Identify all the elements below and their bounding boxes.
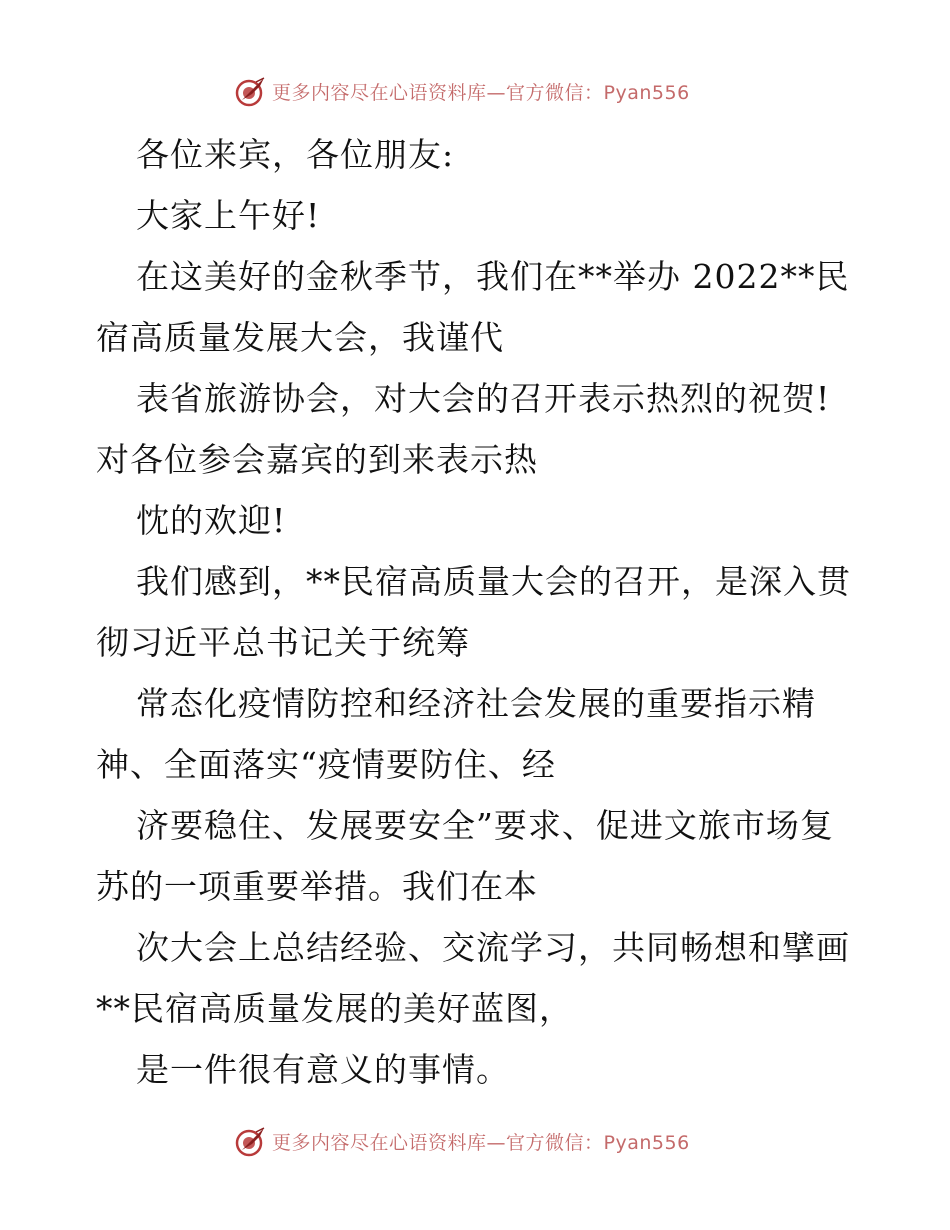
text-line: 济要稳住、发展要安全”要求、促进文旅市场复 — [136, 806, 834, 845]
text-line: 是一件很有意义的事情。 — [136, 1050, 510, 1089]
text-line: 大家上午好! — [136, 196, 321, 235]
text-line: 彻习近平总书记关于统筹 — [96, 623, 470, 662]
text-line: 在这美好的金秋季节，我们在**举办 2022**民 — [136, 257, 850, 296]
quill-logo-icon — [234, 74, 268, 108]
document-body — [96, 124, 856, 1100]
text-line: 神、全面落实“疫情要防住、经 — [96, 745, 556, 784]
text-line: 常态化疫情防控和经济社会发展的重要指示精 — [136, 684, 816, 723]
text-line: 对各位参会嘉宾的到来表示热 — [96, 440, 538, 479]
text-line: 我们感到，**民宿高质量大会的召开，是深入贯 — [136, 562, 851, 601]
watermark-text: 更多内容尽在心语资料库—官方微信：Pyan556 — [272, 81, 690, 104]
watermark-header — [234, 74, 690, 108]
watermark-footer — [234, 1124, 690, 1158]
watermark-text: 更多内容尽在心语资料库—官方微信：Pyan556 — [272, 1131, 690, 1154]
text-line: 各位来宾，各位朋友: — [136, 135, 455, 174]
text-line: **民宿高质量发展的美好蓝图， — [96, 989, 573, 1028]
text-line: 表省旅游协会，对大会的召开表示热烈的祝贺! — [136, 379, 831, 418]
text-line: 次大会上总结经验、交流学习，共同畅想和擘画 — [136, 928, 850, 967]
quill-logo-icon — [234, 1124, 268, 1158]
text-line: 忱的欢迎! — [136, 501, 287, 540]
text-line: 苏的一项重要举措。我们在本 — [96, 867, 538, 906]
text-line: 宿高质量发展大会，我谨代 — [96, 318, 504, 357]
